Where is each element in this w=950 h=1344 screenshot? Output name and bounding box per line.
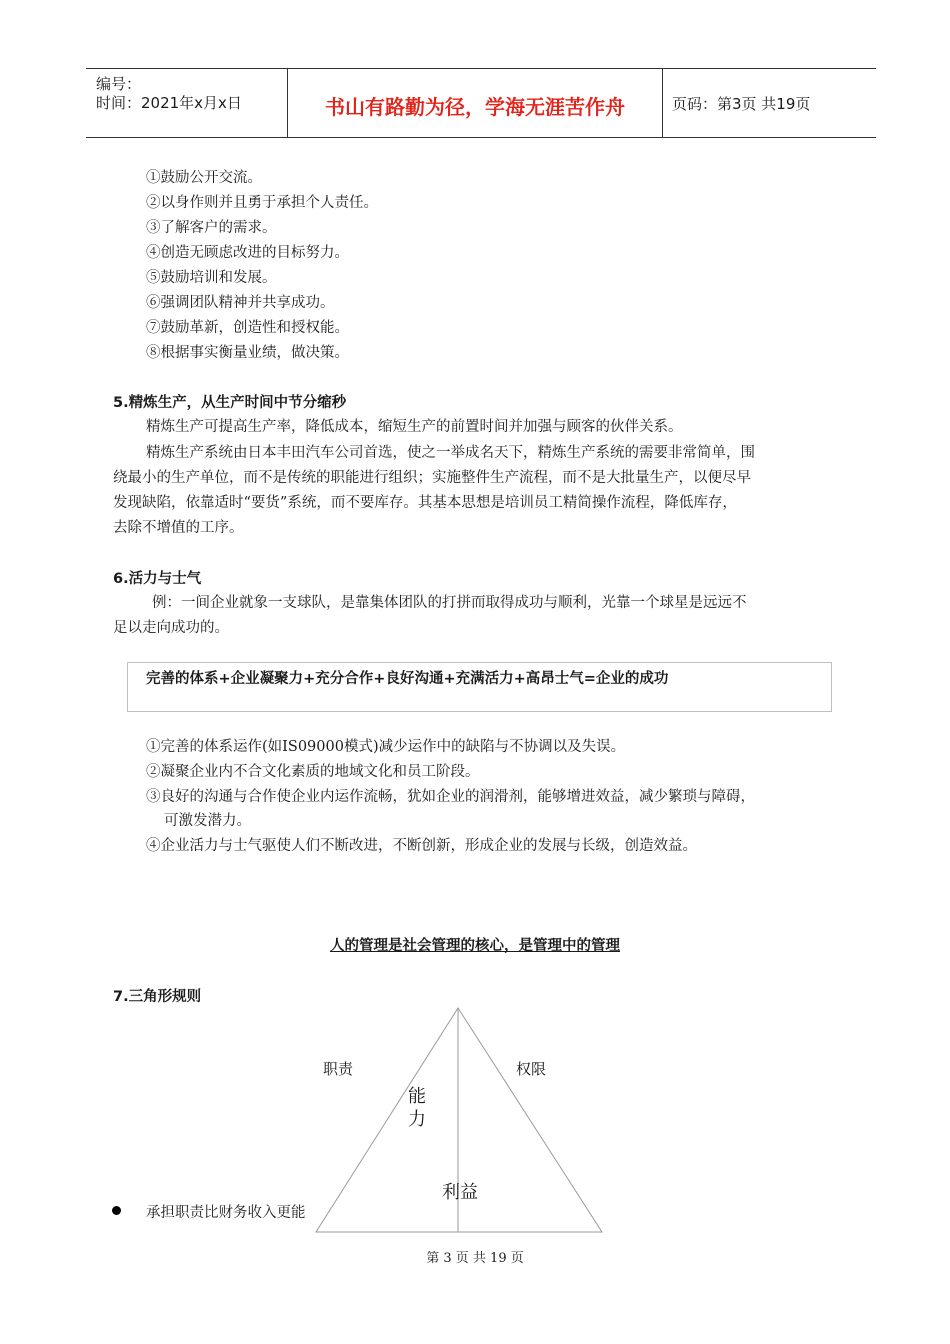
section-6-heading: 6.活力与士气	[113, 571, 202, 587]
paragraph-line: 精炼生产系统由日本丰田汽车公司首选，使之一举成名天下，精炼生产系统的需要非常简单，围	[146, 445, 755, 461]
section-5-heading: 5.精炼生产，从生产时间中节分缩秒	[113, 395, 347, 411]
center-title-text: 人的管理是社会管理的核心，是管理中的管理	[330, 938, 620, 954]
section-7-heading: 7.三角形规则	[113, 989, 202, 1005]
list-item: ①鼓励公开交流。	[146, 170, 262, 186]
formula-box	[127, 662, 832, 712]
label-duty: 职责	[323, 1060, 354, 1078]
code-label: 编号：	[96, 75, 142, 93]
list-item: ③了解客户的需求。	[146, 220, 277, 236]
paragraph-line: 精炼生产可提高生产率，降低成本，缩短生产的前置时间并加强与顾客的伙伴关系。	[146, 419, 683, 435]
header-page-cell	[662, 69, 876, 137]
list-item: ⑥强调团队精神并共享成功。	[146, 295, 335, 311]
label-ability-2: 力	[408, 1109, 426, 1130]
header-motto-cell	[287, 69, 663, 137]
page-footer: 第 3 页 共 19 页	[426, 1251, 524, 1266]
list-item: ④创造无顾虑改进的目标努力。	[146, 245, 349, 261]
paragraph-line: 发现缺陷，依靠适时“要货”系统，而不要库存。其基本思想是培训员工精简操作流程，降低库存，	[113, 495, 737, 511]
formula-text: 完善的体系+企业凝聚力+充分合作+良好沟通+充满活力+高昂士气=企业的成功	[146, 671, 669, 687]
paragraph-line: 足以走向成功的。	[113, 620, 229, 636]
label-authority: 权限	[516, 1060, 547, 1078]
paragraph-line: 去除不增值的工序。	[113, 520, 244, 536]
list-item: ②以身作则并且勇于承担个人责任。	[146, 195, 378, 211]
page-header	[86, 68, 876, 138]
paragraph-line: 绕最小的生产单位，而不是传统的职能进行组织；实施整件生产流程，而不是大批量生产，以便尽早	[113, 470, 751, 486]
header-meta-cell	[86, 69, 287, 137]
list-item: ③良好的沟通与合作使企业内运作流畅，犹如企业的润滑剂，能够增进效益，减少繁琐与障碍，	[146, 789, 755, 805]
list-item: ②凝聚企业内不合文化素质的地域文化和员工阶段。	[146, 764, 480, 780]
motto: 书山有路勤为径，学海无涯苦作舟	[325, 95, 625, 119]
label-benefit: 利益	[442, 1182, 478, 1203]
list-item: ⑦鼓励革新，创造性和授权能。	[146, 320, 349, 336]
list-item: ⑤鼓励培训和发展。	[146, 270, 277, 286]
time-label: 时间：2021年x月x日	[96, 94, 242, 112]
bullet-icon	[112, 1206, 121, 1215]
list-item: ①完善的体系运作(如IS09000模式)减少运作中的缺陷与不协调以及失误。	[146, 739, 626, 755]
triangle-diagram	[300, 1000, 620, 1240]
page-info: 页码：第3页 共19页	[672, 95, 811, 113]
bullet-text: 承担职责比财务收入更能	[146, 1205, 306, 1221]
paragraph-line: 例：一间企业就象一支球队，是靠集体团队的打拼而取得成功与顺利，光靠一个球星是远远不	[152, 595, 747, 611]
label-ability-1: 能	[408, 1086, 426, 1107]
list-item: ⑧根据事实衡量业绩，做决策。	[146, 345, 349, 361]
center-title	[0, 934, 950, 955]
list-item-continued: 可激发潜力。	[164, 813, 251, 829]
list-item: ④企业活力与士气驱使人们不断改进，不断创新，形成企业的发展与长级，创造效益。	[146, 838, 697, 854]
